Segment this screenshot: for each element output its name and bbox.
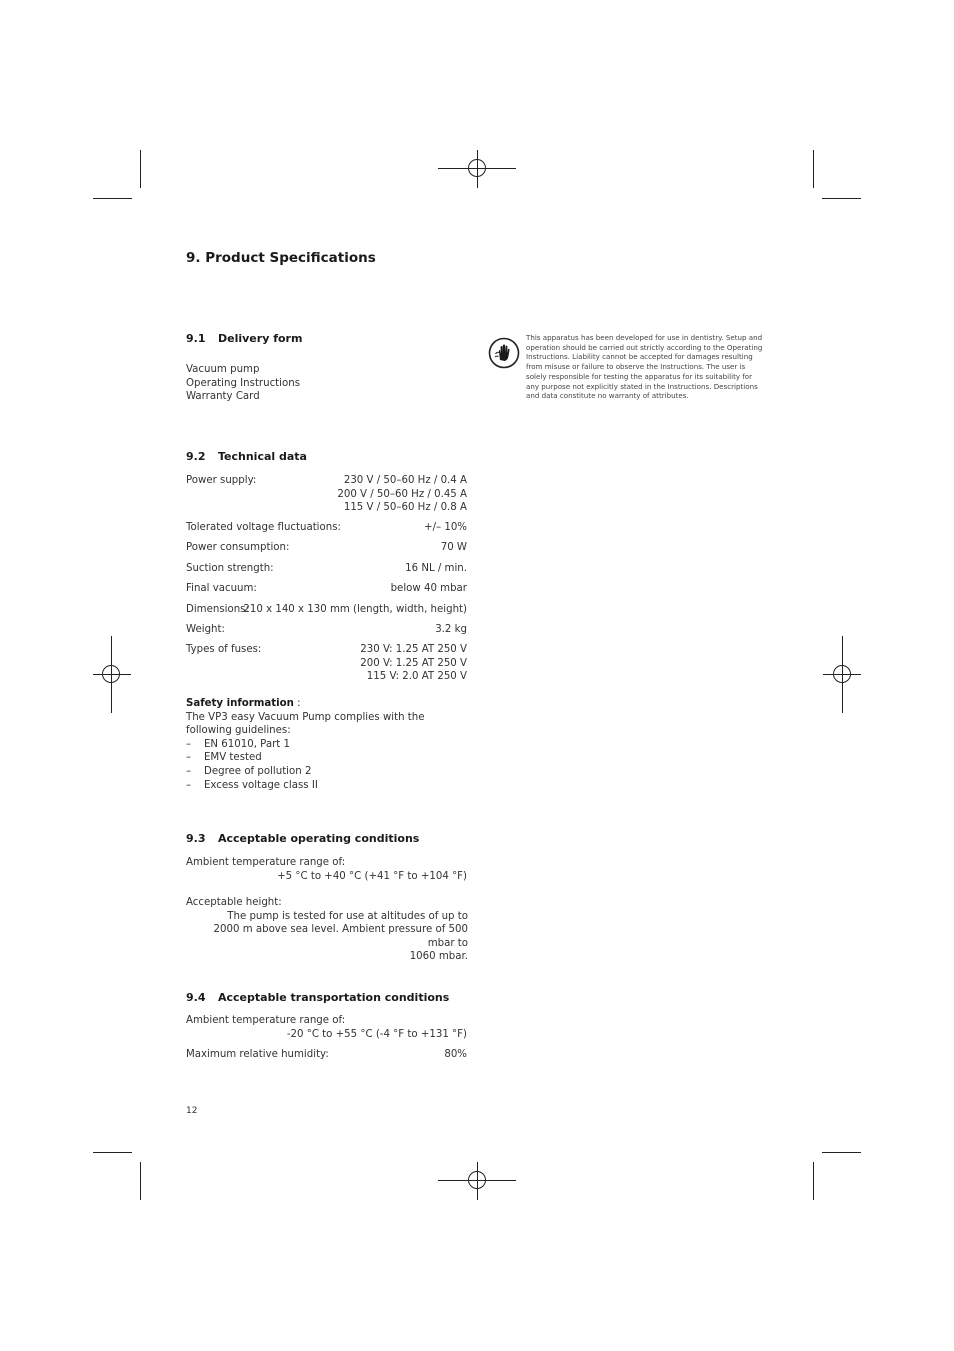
delivery-list <box>186 363 300 404</box>
section-heading-transport: 9.4 Acceptable transportation conditions <box>186 991 450 1004</box>
operating-temperature: Ambient temperature range of: +5 °C to +40 °C (+41 °F to +104 °F) <box>186 857 467 882</box>
spec-value: 230 V: 1.25 AT 250 V 200 V: 1.25 AT 250 V 115 V: 2.0 AT 250 V <box>360 644 467 683</box>
disclaimer-note: This apparatus has been developed for use in dentistry. Setup and operation should be carried out strictly according to the Operating Instructions. Liability cannot be accepted for damages resulting from misuse or failure to observe the Instructions. The user is solely responsible for testing the apparatus for its suitability for any purpose not explicitly stated in the Instructions. Descriptions and data constitute no warranty of attributes. <box>526 333 763 401</box>
section-heading-technical: 9.2 Technical data <box>186 450 307 463</box>
caution-hand-icon <box>488 337 520 369</box>
spec-value: 70 W <box>440 542 467 553</box>
spec-label: Tolerated voltage fluctuations: <box>186 522 341 533</box>
section-heading-delivery: 9.1 Delivery form <box>186 332 303 345</box>
spec-value: 3.2 kg <box>435 624 467 635</box>
page-number: 12 <box>186 1106 198 1116</box>
spec-value: below 40 mbar <box>390 583 467 594</box>
spec-label: Final vacuum: <box>186 583 257 594</box>
transport-temperature: Ambient temperature range of: -20 °C to +55 °C (-4 °F to +131 °F) <box>186 1015 467 1040</box>
spec-label: Types of fuses: <box>186 644 262 655</box>
spec-value: +/– 10% <box>424 522 467 533</box>
list-item: Warranty Card <box>186 391 260 403</box>
safety-intro: The VP3 easy Vacuum Pump complies with the following guidelines: <box>186 711 425 737</box>
list-item: – EN 61010, Part 1 <box>186 738 291 750</box>
safety-heading: Safety information <box>186 698 294 709</box>
list-item: Operating Instructions <box>186 377 301 389</box>
safety-information: Safety information : The VP3 easy Vacuum Pump complies with the following guidelines: – EN 61010, Part 1 – EMV tested – Degree of pollution 2 – Excess voltage class II <box>186 697 471 792</box>
spec-label: Maximum relative humidity: <box>186 1049 329 1060</box>
spec-label: Dimensions: <box>186 604 249 615</box>
list-item: Vacuum pump <box>186 364 260 375</box>
spec-label: Weight: <box>186 624 225 635</box>
operating-height: Acceptable height: The pump is tested for use at altitudes of up to 2000 m above sea level. Ambient pressure of 500 mbar to 1060 mbar. <box>186 897 468 963</box>
section-heading-operating: 9.3 Acceptable operating conditions <box>186 832 420 845</box>
spec-value: 80% <box>444 1049 467 1060</box>
page-title: 9. Product Specifications <box>186 250 376 266</box>
spec-label: Suction strength: <box>186 563 274 574</box>
list-item: – Degree of pollution 2 <box>186 765 312 777</box>
spec-value: 210 x 140 x 130 mm (length, width, height) <box>243 604 467 615</box>
spec-value: 16 NL / min. <box>405 563 467 574</box>
list-item: – EMV tested <box>186 752 262 764</box>
spec-label: Power consumption: <box>186 542 290 553</box>
list-item: – Excess voltage class II <box>186 779 318 791</box>
spec-value: 230 V / 50–60 Hz / 0.4 A 200 V / 50–60 Hz / 0.45 A 115 V / 50–60 Hz / 0.8 A <box>337 475 467 514</box>
spec-label: Power supply: <box>186 475 257 486</box>
